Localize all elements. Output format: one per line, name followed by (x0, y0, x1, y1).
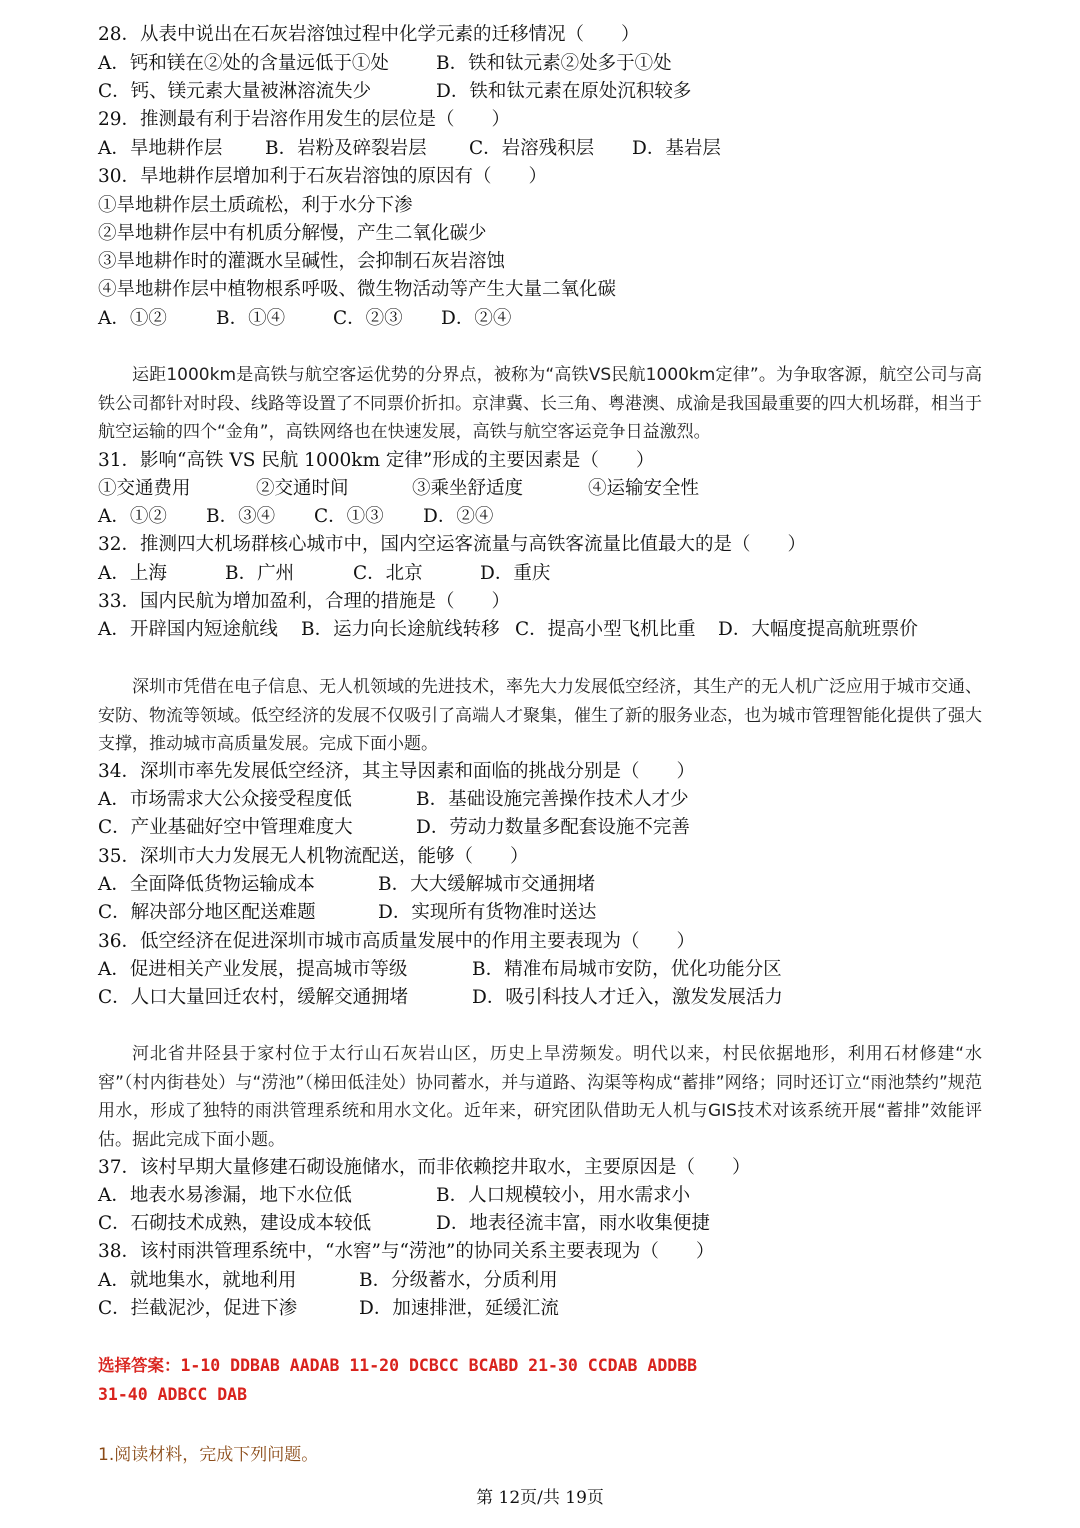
q30-option-a: A．①② (98, 308, 167, 329)
q30-option-b: B．①④ (216, 308, 286, 329)
q33-stem: 33．国内民航为增加盈利，合理的措施是（ ） (98, 591, 511, 612)
q32-option-b: B．广州 (225, 563, 295, 584)
q37-option-c: C．石砌技术成熟，建设成本较低 (98, 1213, 372, 1234)
q34-option-b: B．基础设施完善操作技术人才少 (416, 789, 689, 810)
q36-stem: 36．低空经济在促进深圳市城市高质量发展中的作用主要表现为（ ） (98, 931, 696, 952)
q35-option-d: D．实现所有货物准时送达 (378, 902, 597, 923)
q38-option-c: C．拦截泥沙，促进下渗 (98, 1298, 298, 1319)
answer-key-line-1: 选择答案：1-10 DDBAB AADAB 11-20 DCBCC BCABD 21-30 CCDAB ADDBB (98, 1356, 698, 1375)
q31-statement-3: ③乘坐舒适度 (412, 478, 524, 499)
q30-statement-2: ②旱地耕作层中有机质分解慢，产生二氧化碳少 (98, 223, 487, 244)
q31-stem: 31．影响“高铁 VS 民航 1000km 定律”形成的主要因素是（ ） (98, 450, 655, 471)
q33-option-a: A．开辟国内短途航线 (98, 619, 278, 640)
q35-stem: 35．深圳市大力发展无人机物流配送，能够（ ） (98, 846, 529, 867)
q34-stem: 34．深圳市率先发展低空经济，其主导因素和面临的挑战分别是（ ） (98, 761, 696, 782)
q30-statement-3: ③旱地耕作时的灌溉水呈碱性，会抑制石灰岩溶蚀 (98, 251, 506, 272)
q28-option-d: D．铁和钛元素在原处沉积较多 (436, 81, 692, 102)
q31-option-a: A．①② (98, 506, 167, 527)
q28-option-a: A．钙和镁在②处的含量远低于①处 (98, 53, 389, 74)
q31-option-d: D．②④ (423, 506, 494, 527)
q30-statement-1: ①旱地耕作层土质疏松，利于水分下渗 (98, 195, 413, 216)
q30-stem: 30．旱地耕作层增加利于石灰岩溶蚀的原因有（ ） (98, 166, 548, 187)
next-task-heading: 1.阅读材料，完成下列问题。 (98, 1445, 319, 1465)
q32-option-c: C．北京 (353, 563, 423, 584)
q34-option-c: C．产业基础好空中管理难度大 (98, 817, 353, 838)
q31-option-b: B．③④ (206, 506, 276, 527)
q37-option-b: B．人口规模较小，用水需求小 (436, 1185, 691, 1206)
passage-rail-vs-air: 运距1000km是高铁与航空客运优势的分界点，被称为“高铁VS民航1000km定律”。为争取客源，航空公司与高铁公司都针对时段、线路等设置了不同票价折扣。京津冀、长三角、粤港澳、成渝是我国最重要的四大机场群，相当于航空运输的四个“金角”，高铁网络也在快速发展，高铁与航空客运竞争日益激烈。 (98, 365, 982, 442)
passage-shenzhen: 深圳市凭借在电子信息、无人机领域的先进技术，率先大力发展低空经济，其生产的无人机广泛应用于城市交通、安防、物流等领域。低空经济的发展不仅吸引了高端人才聚集，催生了新的服务业态，也为城市管理智能化提供了强大支撑，推动城市高质量发展。完成下面小题。 (98, 677, 982, 754)
q34-option-d: D．劳动力数量多配套设施不完善 (416, 817, 690, 838)
q32-option-a: A．上海 (98, 563, 167, 584)
q36-option-b: B．精准布局城市安防，优化功能分区 (472, 959, 782, 980)
q37-option-d: D．地表径流丰富，雨水收集便捷 (436, 1213, 710, 1234)
q29-option-c: C．岩溶残积层 (469, 138, 595, 159)
q28-stem: 28．从表中说出在石灰岩溶蚀过程中化学元素的迁移情况（ ） (98, 24, 640, 45)
q36-option-c: C．人口大量回迁农村，缓解交通拥堵 (98, 987, 409, 1008)
q37-stem: 37．该村早期大量修建石砌设施储水，而非依赖挖井取水，主要原因是（ ） (98, 1157, 751, 1178)
q38-option-d: D．加速排泄，延缓汇流 (359, 1298, 559, 1319)
q38-option-b: B．分级蓄水，分质利用 (359, 1270, 558, 1291)
q29-option-d: D．基岩层 (632, 138, 721, 159)
q35-option-c: C．解决部分地区配送难题 (98, 902, 316, 923)
q32-stem: 32．推测四大机场群核心城市中，国内空运客流量与高铁客流量比值最大的是（ ） (98, 534, 807, 555)
q30-statement-4: ④旱地耕作层中植物根系呼吸、微生物活动等产生大量二氧化碳 (98, 279, 617, 300)
q31-statement-1: ①交通费用 (98, 478, 191, 499)
q36-option-d: D．吸引科技人才迁入，激发发展活力 (472, 987, 783, 1008)
q30-option-d: D．②④ (441, 308, 512, 329)
q30-option-c: C．②③ (333, 308, 403, 329)
q33-option-d: D．大幅度提高航班票价 (718, 619, 918, 640)
q33-option-c: C．提高小型飞机比重 (515, 619, 696, 640)
q32-option-d: D．重庆 (480, 563, 551, 584)
q35-option-b: B．大大缓解城市交通拥堵 (378, 874, 596, 895)
q29-stem: 29．推测最有利于岩溶作用发生的层位是（ ） (98, 109, 511, 130)
q29-option-a: A．旱地耕作层 (98, 138, 223, 159)
q37-option-a: A．地表水易渗漏，地下水位低 (98, 1185, 352, 1206)
q31-statement-2: ②交通时间 (256, 478, 349, 499)
q38-option-a: A．就地集水，就地利用 (98, 1270, 297, 1291)
q33-option-b: B．运力向长途航线转移 (301, 619, 500, 640)
q35-option-a: A．全面降低货物运输成本 (98, 874, 315, 895)
answer-key-line-2: 31-40 ADBCC DAB (98, 1385, 248, 1404)
q31-statement-4: ④运输安全性 (588, 478, 700, 499)
q31-option-c: C．①③ (314, 506, 384, 527)
q28-option-b: B．铁和钛元素②处多于①处 (436, 53, 672, 74)
q28-option-c: C．钙、镁元素大量被淋溶流失少 (98, 81, 372, 102)
q29-option-b: B．岩粉及碎裂岩层 (265, 138, 427, 159)
page-footer: 第 12页/共 19页 (476, 1488, 604, 1508)
q38-stem: 38．该村雨洪管理系统中，“水窖”与“涝池”的协同关系主要表现为（ ） (98, 1241, 715, 1262)
q34-option-a: A．市场需求大公众接受程度低 (98, 789, 352, 810)
q36-option-a: A．促进相关产业发展，提高城市等级 (98, 959, 408, 980)
passage-hebei: 河北省井陉县于家村位于太行山石灰岩山区，历史上旱涝频发。明代以来，村民依据地形，利用石材修建“水窖”（村内街巷处）与“涝池”（梯田低洼处）协同蓄水，并与道路、沟渠等构成“蓄排”网络；同时还订立“雨池禁约”规范用水，形成了独特的雨洪管理系统和用水文化。近年来，研究团队借助无人机与GIS技术对该系统开展“蓄排”效能评估。据此完成下面小题。 (98, 1044, 982, 1150)
